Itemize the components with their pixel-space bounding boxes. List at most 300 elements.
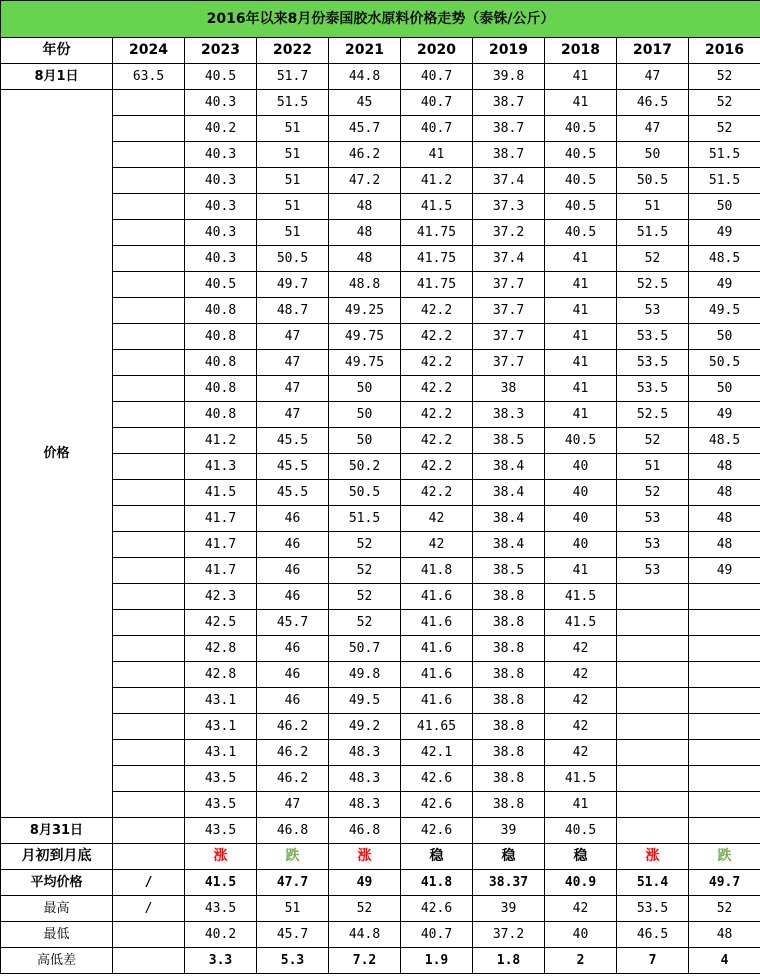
value-cell: 42: [545, 896, 617, 922]
min-row: [1, 922, 760, 948]
diff-row: [1, 948, 760, 974]
price-cell: 50.5: [689, 350, 760, 376]
price-cell: [617, 584, 689, 610]
price-cell: 41.75: [401, 272, 473, 298]
price-cell: 50: [329, 376, 401, 402]
price-cell: 53: [617, 558, 689, 584]
row-aug-31: [1, 818, 760, 844]
price-cell: 42: [545, 688, 617, 714]
price-cell: 38.5: [473, 428, 545, 454]
price-row: [1, 688, 760, 714]
price-cell: 50.5: [617, 168, 689, 194]
price-cell: 42.2: [401, 428, 473, 454]
price-cell: 38.3: [473, 402, 545, 428]
value-cell: 40.7: [401, 64, 473, 90]
diff-row-label: 高低差: [1, 948, 113, 974]
price-cell: [113, 402, 185, 428]
price-cell: 51: [257, 142, 329, 168]
price-cell: 40: [545, 506, 617, 532]
header-2022: 2022: [257, 38, 329, 64]
value-cell: 涨: [185, 844, 257, 870]
price-cell: 37.3: [473, 194, 545, 220]
price-cell: 49.25: [329, 298, 401, 324]
price-cell: 51.5: [329, 506, 401, 532]
price-row: [1, 168, 760, 194]
price-cell: [113, 246, 185, 272]
value-cell: 46.8: [257, 818, 329, 844]
price-row: [1, 480, 760, 506]
price-cell: 41: [545, 350, 617, 376]
value-cell: 53.5: [617, 896, 689, 922]
value-cell: 41.8: [401, 870, 473, 896]
price-cell: 45.7: [257, 610, 329, 636]
price-cell: 40.2: [185, 116, 257, 142]
price-cell: 41.75: [401, 246, 473, 272]
value-cell: 5.3: [257, 948, 329, 974]
price-cell: [113, 454, 185, 480]
price-row: [1, 610, 760, 636]
value-cell: 2: [545, 948, 617, 974]
price-cell: [113, 714, 185, 740]
price-cell: 40.5: [545, 142, 617, 168]
value-cell: 42.6: [401, 818, 473, 844]
max-row-label: 最高: [1, 896, 113, 922]
price-cell: 41.6: [401, 636, 473, 662]
price-cell: 38.4: [473, 506, 545, 532]
value-cell: [113, 818, 185, 844]
value-cell: 44.8: [329, 64, 401, 90]
value-cell: 43.5: [185, 896, 257, 922]
price-row: [1, 584, 760, 610]
price-cell: 41: [545, 272, 617, 298]
table-title: 2016年以来8月份泰国胶水原料价格走势（泰铢/公斤）: [1, 1, 760, 38]
price-cell: 43.1: [185, 688, 257, 714]
value-cell: 7.2: [329, 948, 401, 974]
price-cell: 38.8: [473, 688, 545, 714]
price-cell: 46: [257, 636, 329, 662]
value-cell: 40.5: [545, 818, 617, 844]
price-cell: 48: [689, 532, 760, 558]
price-cell: 41.65: [401, 714, 473, 740]
header-year-label: 年份: [1, 38, 113, 64]
price-row: [1, 376, 760, 402]
price-cell: 46: [257, 584, 329, 610]
price-cell: 41.5: [545, 610, 617, 636]
price-cell: 45: [329, 90, 401, 116]
price-cell: 50.5: [257, 246, 329, 272]
value-cell: 40: [545, 922, 617, 948]
price-cell: [113, 142, 185, 168]
price-cell: 52: [329, 532, 401, 558]
price-cell: 41: [401, 142, 473, 168]
price-row: [1, 90, 760, 116]
price-cell: 38.8: [473, 740, 545, 766]
price-cell: 49: [689, 402, 760, 428]
price-cell: 42: [401, 506, 473, 532]
price-cell: 48: [689, 480, 760, 506]
price-cell: 46: [257, 662, 329, 688]
price-cell: 46: [257, 558, 329, 584]
price-cell: 41: [545, 324, 617, 350]
price-cell: [617, 714, 689, 740]
price-cell: 52.5: [617, 272, 689, 298]
price-row: [1, 714, 760, 740]
price-cell: 40.5: [545, 194, 617, 220]
price-cell: 40.8: [185, 402, 257, 428]
price-cell: 52: [329, 558, 401, 584]
price-cell: [113, 766, 185, 792]
price-cell: [689, 766, 760, 792]
price-cell: 41.2: [185, 428, 257, 454]
price-cell: 49.5: [689, 298, 760, 324]
value-cell: 41.5: [185, 870, 257, 896]
price-cell: 38.4: [473, 532, 545, 558]
price-cell: 40: [545, 532, 617, 558]
value-cell: 39.8: [473, 64, 545, 90]
price-row: [1, 428, 760, 454]
price-row: [1, 220, 760, 246]
price-row: [1, 350, 760, 376]
price-cell: 40: [545, 480, 617, 506]
price-cell: 41.6: [401, 688, 473, 714]
price-cell: 38.7: [473, 90, 545, 116]
value-cell: 39: [473, 896, 545, 922]
value-cell: [617, 818, 689, 844]
price-cell: [113, 116, 185, 142]
value-cell: 37.2: [473, 922, 545, 948]
price-cell: [689, 636, 760, 662]
header-2017: 2017: [617, 38, 689, 64]
price-cell: [617, 792, 689, 818]
price-cell: 52: [617, 480, 689, 506]
price-cell: 49.75: [329, 350, 401, 376]
price-cell: [113, 376, 185, 402]
price-cell: 42.6: [401, 792, 473, 818]
price-cell: 42.2: [401, 298, 473, 324]
value-cell: 42.6: [401, 896, 473, 922]
price-cell: 41.6: [401, 662, 473, 688]
price-cell: 37.7: [473, 324, 545, 350]
price-cell: 40.3: [185, 194, 257, 220]
price-cell: 47: [257, 792, 329, 818]
value-cell: 7: [617, 948, 689, 974]
row-aug-1-label: 8月1日: [1, 64, 113, 90]
price-cell: 41.3: [185, 454, 257, 480]
price-cell: 52: [689, 116, 760, 142]
price-cell: 38.8: [473, 662, 545, 688]
price-cell: 50: [689, 194, 760, 220]
price-cell: 42.2: [401, 454, 473, 480]
value-cell: [113, 844, 185, 870]
price-cell: [113, 324, 185, 350]
price-cell: 46.2: [257, 740, 329, 766]
price-row: [1, 532, 760, 558]
price-cell: [113, 688, 185, 714]
price-cell: 40.5: [185, 272, 257, 298]
value-cell: 稳: [545, 844, 617, 870]
price-cell: [617, 766, 689, 792]
price-cell: 48: [689, 506, 760, 532]
price-cell: 38: [473, 376, 545, 402]
header-2018: 2018: [545, 38, 617, 64]
price-row: [1, 272, 760, 298]
price-cell: 41.8: [401, 558, 473, 584]
price-cell: 48.3: [329, 792, 401, 818]
price-cell: 50: [617, 142, 689, 168]
header-2023: 2023: [185, 38, 257, 64]
price-cell: 40.8: [185, 298, 257, 324]
price-cell: 45.5: [257, 454, 329, 480]
price-label: 价格: [1, 90, 113, 818]
price-cell: 40.3: [185, 90, 257, 116]
price-cell: 51.5: [689, 142, 760, 168]
price-cell: 37.2: [473, 220, 545, 246]
value-cell: /: [113, 896, 185, 922]
price-cell: 41.7: [185, 532, 257, 558]
value-cell: 40.5: [185, 64, 257, 90]
price-row: [1, 506, 760, 532]
price-cell: 41.5: [545, 766, 617, 792]
price-cell: [113, 558, 185, 584]
price-cell: [113, 792, 185, 818]
price-cell: 40.3: [185, 142, 257, 168]
price-cell: 48.3: [329, 740, 401, 766]
value-cell: 38.37: [473, 870, 545, 896]
price-cell: 53.5: [617, 376, 689, 402]
value-cell: 稳: [473, 844, 545, 870]
value-cell: 稳: [401, 844, 473, 870]
price-cell: 47.2: [329, 168, 401, 194]
price-cell: 48.7: [257, 298, 329, 324]
value-cell: 49.7: [689, 870, 760, 896]
price-cell: 42.3: [185, 584, 257, 610]
price-cell: 41.6: [401, 584, 473, 610]
price-cell: 48.5: [689, 428, 760, 454]
value-cell: 52: [329, 896, 401, 922]
price-cell: 50: [329, 428, 401, 454]
price-cell: 51: [257, 116, 329, 142]
price-cell: 38.8: [473, 766, 545, 792]
value-cell: 4: [689, 948, 760, 974]
price-cell: [113, 272, 185, 298]
price-cell: 38.8: [473, 792, 545, 818]
price-cell: [113, 90, 185, 116]
header-2020: 2020: [401, 38, 473, 64]
value-cell: 49: [329, 870, 401, 896]
price-cell: 50: [329, 402, 401, 428]
price-cell: 50.5: [329, 480, 401, 506]
price-cell: [113, 610, 185, 636]
price-cell: [113, 636, 185, 662]
price-cell: 42: [545, 740, 617, 766]
header-row: [1, 38, 760, 64]
price-cell: 42: [545, 662, 617, 688]
value-cell: 44.8: [329, 922, 401, 948]
price-cell: 47: [617, 116, 689, 142]
price-cell: 38.8: [473, 714, 545, 740]
price-cell: 38.7: [473, 142, 545, 168]
price-cell: 46.2: [257, 766, 329, 792]
price-cell: 47: [257, 376, 329, 402]
price-cell: 41: [545, 402, 617, 428]
value-cell: 48: [689, 922, 760, 948]
price-cell: 46: [257, 506, 329, 532]
price-cell: 37.7: [473, 298, 545, 324]
value-cell: 52: [689, 64, 760, 90]
value-cell: 51.4: [617, 870, 689, 896]
value-cell: 涨: [329, 844, 401, 870]
price-cell: 48: [329, 246, 401, 272]
price-cell: [689, 610, 760, 636]
price-cell: 50: [689, 324, 760, 350]
price-cell: 37.7: [473, 272, 545, 298]
value-cell: 46.5: [617, 922, 689, 948]
value-cell: [689, 818, 760, 844]
price-cell: 42: [545, 714, 617, 740]
price-cell: 51.5: [617, 220, 689, 246]
price-cell: 40.7: [401, 116, 473, 142]
price-cell: 40.3: [185, 168, 257, 194]
price-cell: [689, 662, 760, 688]
header-2021: 2021: [329, 38, 401, 64]
value-cell: 40.7: [401, 922, 473, 948]
value-cell: 45.7: [257, 922, 329, 948]
value-cell: 46.8: [329, 818, 401, 844]
value-cell: 51.7: [257, 64, 329, 90]
price-cell: 49.8: [329, 662, 401, 688]
price-cell: 42.6: [401, 766, 473, 792]
price-cell: 41.5: [545, 584, 617, 610]
price-cell: 51: [257, 194, 329, 220]
price-row: [1, 662, 760, 688]
price-cell: 45.5: [257, 480, 329, 506]
price-cell: 43.1: [185, 714, 257, 740]
price-cell: 41.7: [185, 558, 257, 584]
price-row: [1, 116, 760, 142]
value-cell: [113, 922, 185, 948]
price-cell: 47: [257, 402, 329, 428]
price-cell: 52: [329, 610, 401, 636]
price-cell: 48: [689, 454, 760, 480]
price-cell: 40.5: [545, 116, 617, 142]
price-cell: 40.3: [185, 220, 257, 246]
price-cell: 38.8: [473, 584, 545, 610]
price-cell: 41: [545, 298, 617, 324]
value-cell: 3.3: [185, 948, 257, 974]
price-row: [1, 194, 760, 220]
price-cell: [113, 194, 185, 220]
price-row: [1, 766, 760, 792]
price-cell: 38.8: [473, 636, 545, 662]
price-cell: [113, 740, 185, 766]
price-cell: 50.2: [329, 454, 401, 480]
price-cell: 41: [545, 792, 617, 818]
price-cell: 49.5: [329, 688, 401, 714]
price-cell: 38.5: [473, 558, 545, 584]
trend-row-label: 月初到月底: [1, 844, 113, 870]
price-cell: 42.8: [185, 636, 257, 662]
price-cell: 47: [257, 350, 329, 376]
price-cell: 42.8: [185, 662, 257, 688]
price-cell: 41.5: [401, 194, 473, 220]
price-cell: [689, 740, 760, 766]
value-cell: 跌: [257, 844, 329, 870]
price-cell: 40.5: [545, 428, 617, 454]
price-row: [1, 454, 760, 480]
header-2016: 2016: [689, 38, 760, 64]
value-cell: 涨: [617, 844, 689, 870]
price-cell: [617, 688, 689, 714]
value-cell: 51: [257, 896, 329, 922]
value-cell: 41: [545, 64, 617, 90]
row-aug-1: [1, 64, 760, 90]
price-cell: 43.5: [185, 792, 257, 818]
price-row: [1, 558, 760, 584]
price-cell: 49.7: [257, 272, 329, 298]
price-cell: 50: [689, 376, 760, 402]
price-cell: [113, 532, 185, 558]
price-row: [1, 402, 760, 428]
price-cell: 51: [617, 454, 689, 480]
price-cell: 40: [545, 454, 617, 480]
price-cell: 37.4: [473, 168, 545, 194]
price-cell: 46.2: [257, 714, 329, 740]
value-cell: /: [113, 870, 185, 896]
price-cell: [113, 168, 185, 194]
price-cell: 53.5: [617, 324, 689, 350]
price-cell: 49.2: [329, 714, 401, 740]
price-cell: 47: [257, 324, 329, 350]
price-cell: 40.5: [545, 168, 617, 194]
value-cell: 1.8: [473, 948, 545, 974]
price-cell: 43.1: [185, 740, 257, 766]
value-cell: 1.9: [401, 948, 473, 974]
value-cell: 63.5: [113, 64, 185, 90]
price-cell: [113, 220, 185, 246]
price-cell: 51: [257, 220, 329, 246]
price-cell: 52: [617, 246, 689, 272]
price-cell: 45.7: [329, 116, 401, 142]
price-cell: [689, 792, 760, 818]
price-cell: 50.7: [329, 636, 401, 662]
value-cell: 52: [689, 896, 760, 922]
price-cell: 41: [545, 246, 617, 272]
price-cell: 37.7: [473, 350, 545, 376]
min-row-label: 最低: [1, 922, 113, 948]
value-cell: 跌: [689, 844, 760, 870]
price-cell: [617, 610, 689, 636]
price-cell: 38.4: [473, 454, 545, 480]
price-cell: 51.5: [689, 168, 760, 194]
price-cell: 49: [689, 220, 760, 246]
price-cell: 46: [257, 688, 329, 714]
price-cell: 48.8: [329, 272, 401, 298]
price-cell: 52: [617, 428, 689, 454]
price-cell: 46.5: [617, 90, 689, 116]
price-cell: [689, 688, 760, 714]
price-cell: [617, 662, 689, 688]
price-cell: [113, 298, 185, 324]
price-cell: 46: [257, 532, 329, 558]
price-cell: 49: [689, 558, 760, 584]
price-cell: 42.1: [401, 740, 473, 766]
price-cell: 43.5: [185, 766, 257, 792]
price-row: [1, 246, 760, 272]
title-row: [1, 1, 760, 38]
price-cell: [113, 662, 185, 688]
price-cell: 42.2: [401, 350, 473, 376]
header-2024: 2024: [113, 38, 185, 64]
